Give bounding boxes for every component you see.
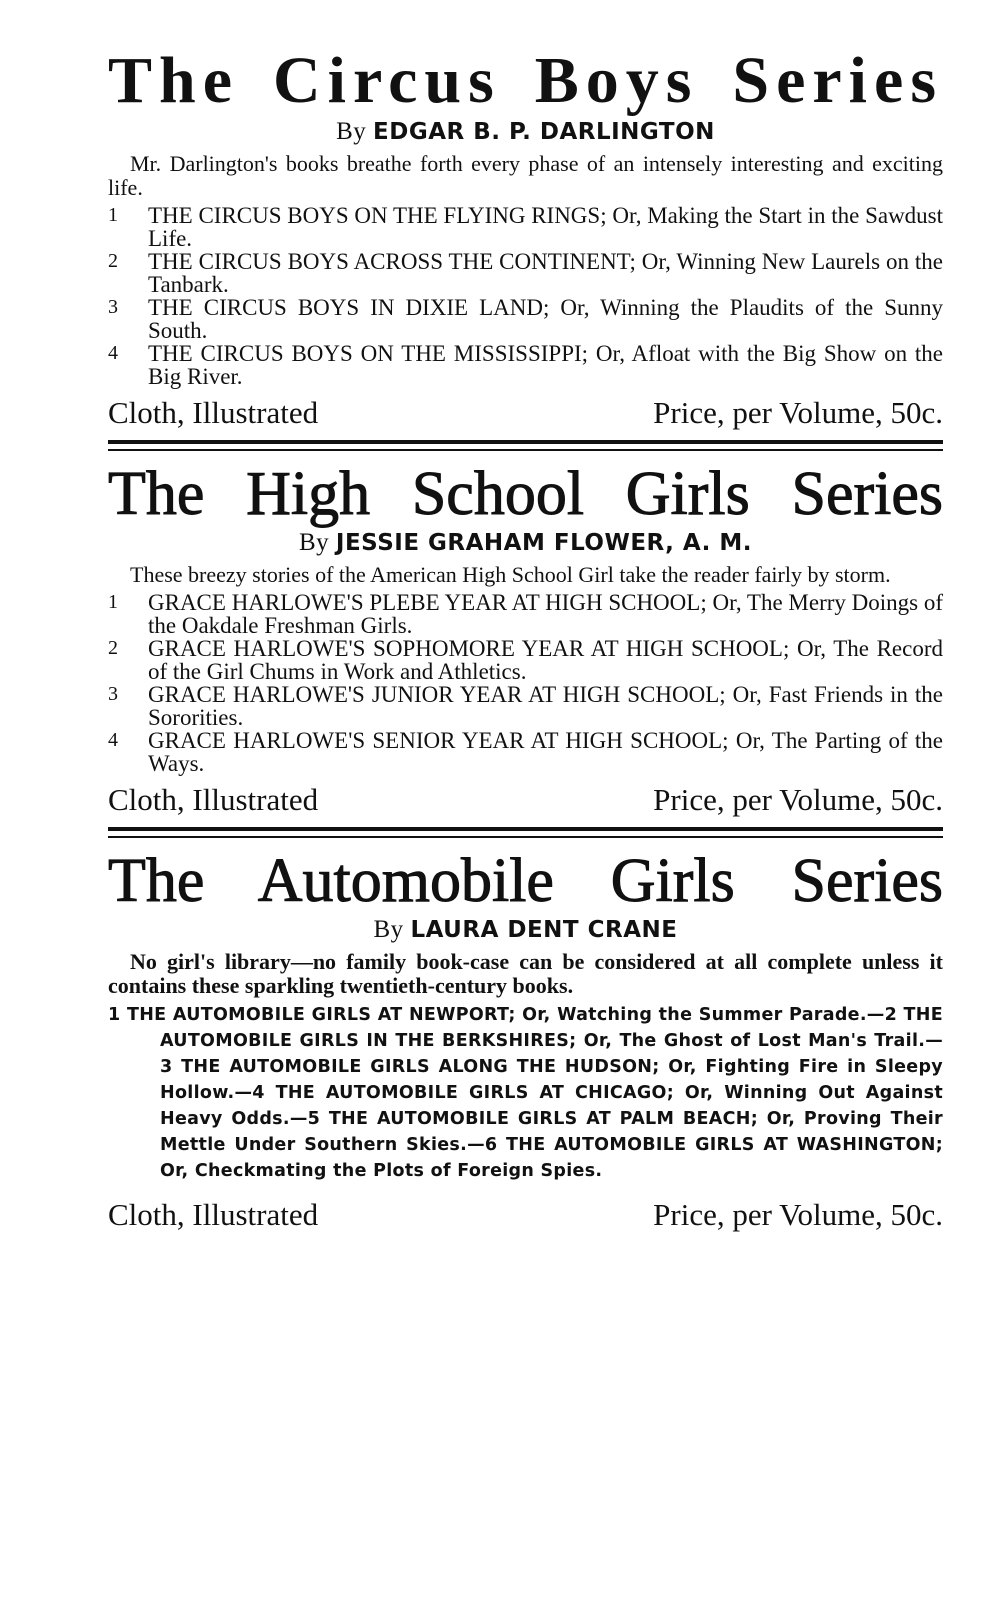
author-name: LAURA DENT CRANE — [410, 917, 678, 943]
book-number: 1 — [108, 591, 118, 613]
author-prefix: By — [336, 118, 367, 145]
series-high-school-girls — [108, 460, 944, 838]
divider — [108, 449, 943, 451]
series-title — [108, 44, 943, 117]
book-subtitle: Or, The Record of the Girl Chums in Work and Athletics. — [148, 636, 943, 684]
list-item: 3 THE CIRCUS BOYS IN DIXIE LAND; Or, Winning the Plaudits of the Sunny South. — [108, 295, 943, 343]
book-list-paragraph: 1 THE AUTOMOBILE GIRLS AT NEWPORT; Or, Watching the Summer Parade.—2 THE AUTOMOBILE GIRLS IN THE BERKSHIRES; Or, The Ghost of Lost Man's Trail.—3 THE AUTOMOBILE GIRLS ALONG THE HUDSON; Or, Fighting Fire in Sleepy Hollow.—4 THE AUTOMOBILE GIRLS AT CHICAGO; Or, Winning Out Against Heavy Odds.—5 THE AUTOMOBILE GIRLS AT PALM BEACH; Or, Proving Their Mettle Under Southern Skies.—6 THE AUTOMOBILE GIRLS AT WASHINGTON; Or, Checkmating the Plots of Foreign Spies. — [108, 1005, 943, 1181]
binding-label: Cloth, Illustrated — [108, 782, 319, 817]
book-list — [108, 204, 943, 388]
series-footer — [108, 1198, 943, 1232]
list-item: 4 THE CIRCUS BOYS ON THE MISSISSIPPI; Or, Afloat with the Big Show on the Big River. — [108, 341, 944, 389]
book-number: 3 — [108, 683, 118, 705]
author-name: EDGAR B. P. DARLINGTON — [373, 119, 715, 145]
book-subtitle: Or, Winning New Laurels on the Tanbark. — [148, 249, 943, 297]
series-title-text: The Automobile Girls Series — [108, 847, 943, 915]
book-number: 3 — [108, 296, 118, 318]
book-number: 2 — [108, 250, 118, 272]
advertisement-page — [108, 44, 944, 1232]
binding-label: Cloth, Illustrated — [108, 395, 319, 430]
book-title: GRACE HARLOWE'S SENIOR YEAR AT HIGH SCHOOL — [148, 728, 723, 753]
book-title: GRACE HARLOWE'S JUNIOR YEAR AT HIGH SCHOOL — [148, 682, 720, 707]
author-prefix: By — [373, 916, 404, 943]
book-title: THE CIRCUS BOYS ON THE FLYING RINGS — [148, 203, 601, 228]
binding-label: Cloth, Illustrated — [108, 1197, 319, 1232]
book-title: GRACE HARLOWE'S SOPHOMORE YEAR AT HIGH SCHOOL — [148, 636, 783, 661]
book-title: THE CIRCUS BOYS ACROSS THE CONTINENT — [148, 249, 630, 274]
list-item: 4 GRACE HARLOWE'S SENIOR YEAR AT HIGH SCHOOL; Or, The Parting of the Ways. — [108, 728, 944, 776]
book-subtitle: Or, Winning the Plaudits of the Sunny South. — [148, 295, 943, 343]
list-item: 1 GRACE HARLOWE'S PLEBE YEAR AT HIGH SCHOOL; Or, The Merry Doings of the Oakdale Freshman Girls. — [108, 590, 943, 638]
series-footer — [108, 783, 943, 817]
series-footer — [108, 396, 943, 430]
series-title — [108, 460, 943, 528]
series-circus-boys — [108, 44, 944, 451]
book-subtitle: Or, The Merry Doings of the Oakdale Freshman Girls. — [148, 590, 943, 638]
book-list — [108, 591, 943, 775]
series-author — [108, 916, 943, 944]
series-blurb: These breezy stories of the American High School Girl take the reader fairly by storm. — [130, 562, 891, 587]
book-title: GRACE HARLOWE'S PLEBE YEAR AT HIGH SCHOOL — [148, 590, 701, 615]
series-author — [108, 529, 943, 557]
series-title-text: The High School Girls Series — [108, 460, 943, 528]
series-blurb: No girl's library—no family book-case can be considered at all complete unless it contains these sparkling twentieth-century books. — [108, 949, 943, 998]
book-number: 4 — [108, 342, 118, 364]
divider — [108, 440, 943, 444]
series-blurb: Mr. Darlington's books breathe forth every phase of an intensely interesting and exciting life. — [108, 151, 943, 200]
author-prefix: By — [298, 529, 330, 556]
book-subtitle: Or, Making the Start in the Sawdust Life. — [148, 203, 944, 251]
price-label: Price, per Volume, 50c. — [653, 1197, 943, 1232]
price-label: Price, per Volume, 50c. — [653, 782, 943, 817]
series-title — [108, 847, 943, 915]
author-name: JESSIE GRAHAM FLOWER, A. M. — [335, 530, 753, 556]
series-title-text: The Circus Boys Series — [108, 44, 943, 117]
divider — [108, 836, 943, 838]
book-subtitle: Or, Fast Friends in the Sororities. — [148, 682, 944, 730]
book-title: THE CIRCUS BOYS ON THE MISSISSIPPI — [148, 341, 582, 366]
list-item: 1 THE CIRCUS BOYS ON THE FLYING RINGS; Or, Making the Start in the Sawdust Life. — [108, 203, 944, 251]
book-title: THE CIRCUS BOYS IN DIXIE LAND — [148, 295, 543, 320]
book-number: 2 — [108, 637, 118, 659]
list-item: 3 GRACE HARLOWE'S JUNIOR YEAR AT HIGH SCHOOL; Or, Fast Friends in the Sororities. — [108, 682, 944, 730]
divider — [108, 827, 943, 831]
book-number: 4 — [108, 729, 118, 751]
series-automobile-girls — [108, 847, 943, 1232]
list-item: 2 GRACE HARLOWE'S SOPHOMORE YEAR AT HIGH SCHOOL; Or, The Record of the Girl Chums in Work and Athletics. — [108, 636, 943, 684]
list-item: 2 THE CIRCUS BOYS ACROSS THE CONTINENT; Or, Winning New Laurels on the Tanbark. — [108, 249, 943, 297]
book-number: 1 — [108, 204, 118, 226]
series-author — [108, 118, 943, 146]
book-subtitle: Or, Afloat with the Big Show on the Big River. — [148, 341, 944, 389]
price-label: Price, per Volume, 50c. — [653, 395, 943, 430]
book-subtitle: Or, The Parting of the Ways. — [148, 728, 944, 776]
